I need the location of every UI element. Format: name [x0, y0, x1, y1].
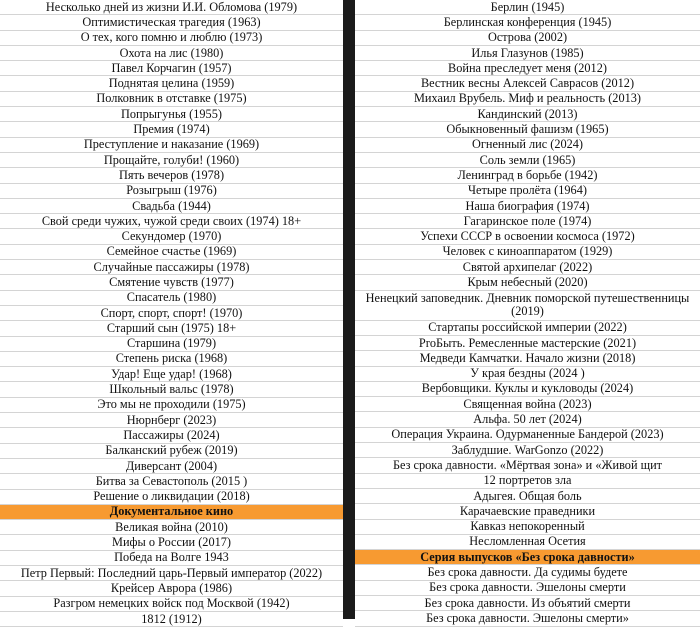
left-film-list [0, 0, 343, 627]
list-item: Удар! Еще удар! (1968) [0, 367, 343, 382]
list-item: Без срока давности. «Мёртвая зона» и «Живой щит [355, 458, 700, 473]
list-item: Премия (1974) [0, 122, 343, 137]
list-item: Полковник в отставке (1975) [0, 92, 343, 107]
list-item: Старший сын (1975) 18+ [0, 321, 343, 336]
list-item: Острова (2002) [355, 31, 700, 46]
list-item: Прощайте, голуби! (1960) [0, 153, 343, 168]
list-item: У края бездны (2024 ) [355, 367, 700, 382]
list-item: Обыкновенный фашизм (1965) [355, 122, 700, 137]
list-item: Огненный лис (2024) [355, 138, 700, 153]
list-item: Мифы о России (2017) [0, 535, 343, 550]
list-item: Война преследует меня (2012) [355, 61, 700, 76]
list-item: Старшина (1979) [0, 337, 343, 352]
list-item: Соль земли (1965) [355, 153, 700, 168]
list-item: Петр Первый: Последний царь-Первый император (2022) [0, 566, 343, 581]
list-item: Карачаевские праведники [355, 504, 700, 519]
list-item: Медведи Камчатки. Начало жизни (2018) [355, 351, 700, 366]
list-item: Павел Корчагин (1957) [0, 61, 343, 76]
list-item: Альфа. 50 лет (2024) [355, 412, 700, 427]
list-item: Кандинский (2013) [355, 107, 700, 122]
list-item: Михаил Врубель. Миф и реальность (2013) [355, 92, 700, 107]
list-item: Свой среди чужих, чужой среди своих (1974) 18+ [0, 214, 343, 229]
list-item: Святой архипелаг (2022) [355, 260, 700, 275]
list-item: 12 портретов зла [355, 474, 700, 489]
list-item: Нюрнберг (2023) [0, 413, 343, 428]
list-item: Успехи СССР в освоении космоса (1972) [355, 229, 700, 244]
list-item: Спорт, спорт, спорт! (1970) [0, 306, 343, 321]
list-item: Пять вечеров (1978) [0, 168, 343, 183]
column-divider [343, 0, 355, 619]
list-item: Ненецкий заповедник. Дневник поморской путешественницы (2019) [355, 291, 700, 321]
section-header: Документальное кино [0, 505, 343, 520]
list-item: Несколько дней из жизни И.И. Обломова (1979) [0, 0, 343, 15]
list-item: Четыре пролёта (1964) [355, 184, 700, 199]
list-item: Разгром немецких войск под Москвой (1942) [0, 597, 343, 612]
list-item: О тех, кого помню и люблю (1973) [0, 31, 343, 46]
list-item: Операция Украина. Одурманенные Бандерой (2023) [355, 428, 700, 443]
list-item: Священная война (2023) [355, 397, 700, 412]
list-item: Без срока давности. Эшелоны смерти [355, 581, 700, 596]
list-item: Гагаринское поле (1974) [355, 214, 700, 229]
list-item: Охота на лис (1980) [0, 46, 343, 61]
list-item: Свадьба (1944) [0, 199, 343, 214]
list-item: Илья Глазунов (1985) [355, 46, 700, 61]
list-item: Стартапы российской империи (2022) [355, 321, 700, 336]
list-item: Балканский рубеж (2019) [0, 444, 343, 459]
list-item: Ленинград в борьбе (1942) [355, 168, 700, 183]
list-item: Наша биография (1974) [355, 199, 700, 214]
list-item: Крым небесный (2020) [355, 275, 700, 290]
list-item: Без срока давности. Да судимы будете [355, 565, 700, 580]
list-item: Берлинская конференция (1945) [355, 15, 700, 30]
list-item: 1812 (1912) [0, 612, 343, 627]
list-item: Крейсер Аврора (1986) [0, 581, 343, 596]
list-item: Степень риска (1968) [0, 352, 343, 367]
list-item: Преступление и наказание (1969) [0, 138, 343, 153]
list-item: Без срока давности. Из объятий смерти [355, 596, 700, 611]
list-item: Победа на Волге 1943 [0, 551, 343, 566]
list-item: Случайные пассажиры (1978) [0, 260, 343, 275]
list-item: Без срока давности. Эшелоны смерти» [355, 611, 700, 626]
list-item: Это мы не проходили (1975) [0, 398, 343, 413]
list-item: Секундомер (1970) [0, 229, 343, 244]
list-item: Заблудшие. WarGonzo (2022) [355, 443, 700, 458]
right-film-list [355, 0, 700, 627]
list-item: Великая война (2010) [0, 520, 343, 535]
list-item: Оптимистическая трагедия (1963) [0, 15, 343, 30]
list-item: РroБыть. Ремесленные мастерские (2021) [355, 336, 700, 351]
list-item: Несломленная Осетия [355, 535, 700, 550]
list-item: Вербовщики. Куклы и кукловоды (2024) [355, 382, 700, 397]
list-item: Пассажиры (2024) [0, 428, 343, 443]
list-item: Человек с киноаппаратом (1929) [355, 245, 700, 260]
list-item: Попрыгунья (1955) [0, 107, 343, 122]
list-item: Спасатель (1980) [0, 291, 343, 306]
list-item: Решение о ликвидации (2018) [0, 490, 343, 505]
list-item: Битва за Севастополь (2015 ) [0, 474, 343, 489]
list-item: Семейное счастье (1969) [0, 245, 343, 260]
list-item: Розыгрыш (1976) [0, 184, 343, 199]
list-item: Кавказ непокоренный [355, 520, 700, 535]
list-item: Вестник весны Алексей Саврасов (2012) [355, 76, 700, 91]
list-item: Смятение чувств (1977) [0, 275, 343, 290]
list-item: Адыгея. Общая боль [355, 489, 700, 504]
list-item: Поднятая целина (1959) [0, 76, 343, 91]
section-header: Серия выпусков «Без срока давности» [355, 550, 700, 565]
list-item: Берлин (1945) [355, 0, 700, 15]
list-item: Школьный вальс (1978) [0, 382, 343, 397]
list-item: Диверсант (2004) [0, 459, 343, 474]
